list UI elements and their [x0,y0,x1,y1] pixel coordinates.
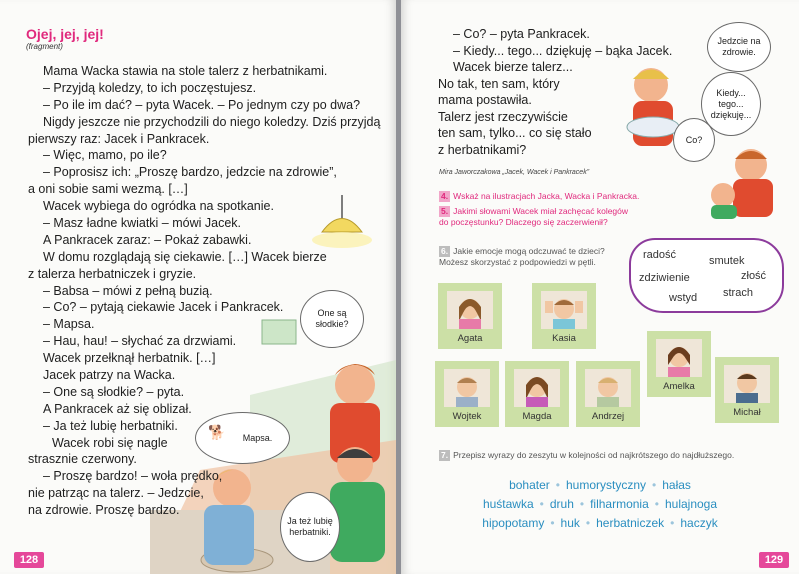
task-6 [439,246,605,268]
emotions-cloud [629,238,784,313]
emotion-word: radość [643,249,677,261]
page-number-left: 128 [14,552,44,568]
task-text: Przepisz wyrazy do zeszytu w kolejności od najkrótszego do najdłuższego. [453,450,735,460]
story-line: Mama Wacka stawia na stole talerz z herbatnikami. [43,64,328,78]
child-photo [656,339,702,377]
word: filharmonia [590,497,649,511]
child-name: Magda [522,411,552,422]
bubble-text: Mapsa. [242,432,273,443]
story-line: – Ja też lubię herbatniki. [43,418,178,433]
child-name: Amelka [663,381,695,392]
task-number: 4. [441,191,449,201]
story-line: – Więc, mamo, po ile? [43,148,167,163]
story-line: – Proszę bardzo! – woła prędko, [43,469,223,484]
child-name: Agata [457,333,483,344]
story-line: z herbatnikami? [438,142,527,157]
story-line: – Co? – pyta Pankracek. [453,27,590,41]
story-line: Wacek bierze talerz... [453,60,573,74]
story-line: – Kiedy... tego... dziękuję – bąka Jacek. [453,43,673,58]
speech-bubble-kiedy: Kiedy... tego... dziękuję... [701,72,761,136]
task-text: Wskaż na ilustracjach Jacka, Wacka i Pankracka. [453,191,640,201]
story-line: pierwszy raz: Jacek i Pankracek. [28,131,210,146]
emotion-word: strach [723,287,753,299]
emotion-word: smutek [709,255,745,267]
story-line: – Po ile im dać? – pyta Wacek. – Po jednym czy po dwa? [43,97,361,112]
word: hulajnoga [664,497,718,511]
word: hipopotamy [482,516,545,530]
word-row-1: bohater • humorystyczny • hałas [509,478,691,492]
story-line: mama postawiła. [438,93,532,107]
task-text-2: do poczęstunku? Dlaczego się zaczerwienił? [439,217,608,227]
story-line: – Hau, hau! – słychać za drzwiami. [43,334,237,349]
child-photo [541,291,587,329]
task-4 [439,191,639,202]
word-row-3: hipopotamy • huk • herbatniczek • haczyk [482,516,718,530]
story-subtitle: (fragment) [26,42,63,51]
story-title: Ojej, jej, jej! [26,26,104,42]
child-name: Kasia [552,333,576,344]
task-7 [439,450,734,461]
word: huk [560,516,580,530]
word: bohater [509,478,550,492]
task-text: Jakimi słowami Wacek miał zachęcać kolegów [453,206,629,216]
task-number: 6. [441,246,449,256]
child-photo [447,291,493,329]
emotion-word: złość [741,270,767,282]
story-line: A Pankracek zaraz: – Pokaż zabawki. [43,232,252,247]
child-frame-andrzej [576,361,640,427]
child-frame-magda [505,361,569,427]
speech-bubble-jedzcie: Jedzcie na zdrowie. [707,22,771,72]
story-line: Talerz jest rzeczywiście [438,109,568,124]
speech-bubble-co: Co? [673,118,715,162]
story-line: W domu rozglądają się ciekawie. […] Wacek bierze [43,249,327,264]
child-photo [724,365,770,403]
story-line: A Pankracek aż się oblizał. [43,401,192,416]
left-page [0,0,396,574]
speech-bubble-ja-tez: Ja też lubię herbatniki. [280,492,340,562]
emotion-word: wstyd [669,292,698,304]
child-photo [585,369,631,407]
child-frame-wojtek [435,361,499,427]
word: hałas [662,478,691,492]
story-line: No tak, ten sam, który [438,76,560,91]
word: huśtawka [482,497,534,511]
speech-bubble-mapsa [195,412,290,464]
story-line: – Mapsa. [43,317,95,332]
story-line: – Co? – pytają ciekawie Jacek i Pankracek. [43,300,284,315]
child-frame-agata [438,283,502,349]
child-name: Wojtek [452,411,482,422]
child-frame-amelka [647,331,711,397]
story-line: Jacek patrzy na Wacka. [43,368,176,383]
story-line: Wacek przełknął herbatnik. […] [43,351,216,366]
page-number-right: 129 [759,552,789,568]
story-line: strasznie czerwony. [28,452,137,467]
task-text-2: Możesz skorzystać z podpowiedzi w pętli. [439,257,596,267]
story-line: – Babsa – mówi z pełną buzią. [43,283,213,298]
dog-icon: 🐕 [208,424,226,440]
speech-bubble-one-sa-slodkie: One są słodkie? [300,290,364,348]
emotion-word: zdziwienie [639,272,690,284]
story-line: – One są słodkie? – pyta. [43,384,185,399]
story-line: nie patrząc na talerz. – Jedzcie, [28,486,204,501]
story-line: – Przyjdą koledzy, to ich poczęstujesz. [43,80,257,95]
story-line: ten sam, tylko... co się stało [438,126,592,140]
story-line: z talerza herbatniczek i gryzie. [28,266,197,281]
child-photo [514,369,560,407]
child-name: Andrzej [591,411,625,422]
story-line: – Poprosisz ich: „Proszę bardzo, jedzcie na zdrowie”, [43,165,337,180]
word: haczyk [680,516,718,530]
word: herbatniczek [596,516,665,530]
task-5 [439,206,628,228]
child-frame-michal [715,357,779,423]
child-frame-kasia [532,283,596,349]
story-line: a oni sobie sami wezmą. […] [28,182,188,197]
source-citation: Mira Jaworczakowa „Jacek, Wacek i Pankracek” [439,169,590,176]
right-page [401,0,799,574]
child-name: Michał [733,407,761,418]
story-line: Wacek wybiega do ogródka na spotkanie. [43,199,274,214]
story-line: na zdrowie. Proszę bardzo. [28,503,180,518]
story-line: Nigdy jeszcze nie przychodzili do niego koledzy. Dziś przyjdą [43,114,381,129]
task-number: 7. [441,450,449,460]
child-photo [444,369,490,407]
word-row-2: huśtawka • druh • filharmonia • hulajnoga [482,497,718,511]
word: humorystyczny [565,478,647,492]
task-text: Jakie emocje mogą odczuwać te dzieci? [453,246,605,256]
word: druh [549,497,574,511]
story-line: Wacek robi się nagle [52,435,168,450]
task-number: 5. [441,206,449,216]
story-line: – Masz ładne kwiatki – mówi Jacek. [43,216,241,231]
